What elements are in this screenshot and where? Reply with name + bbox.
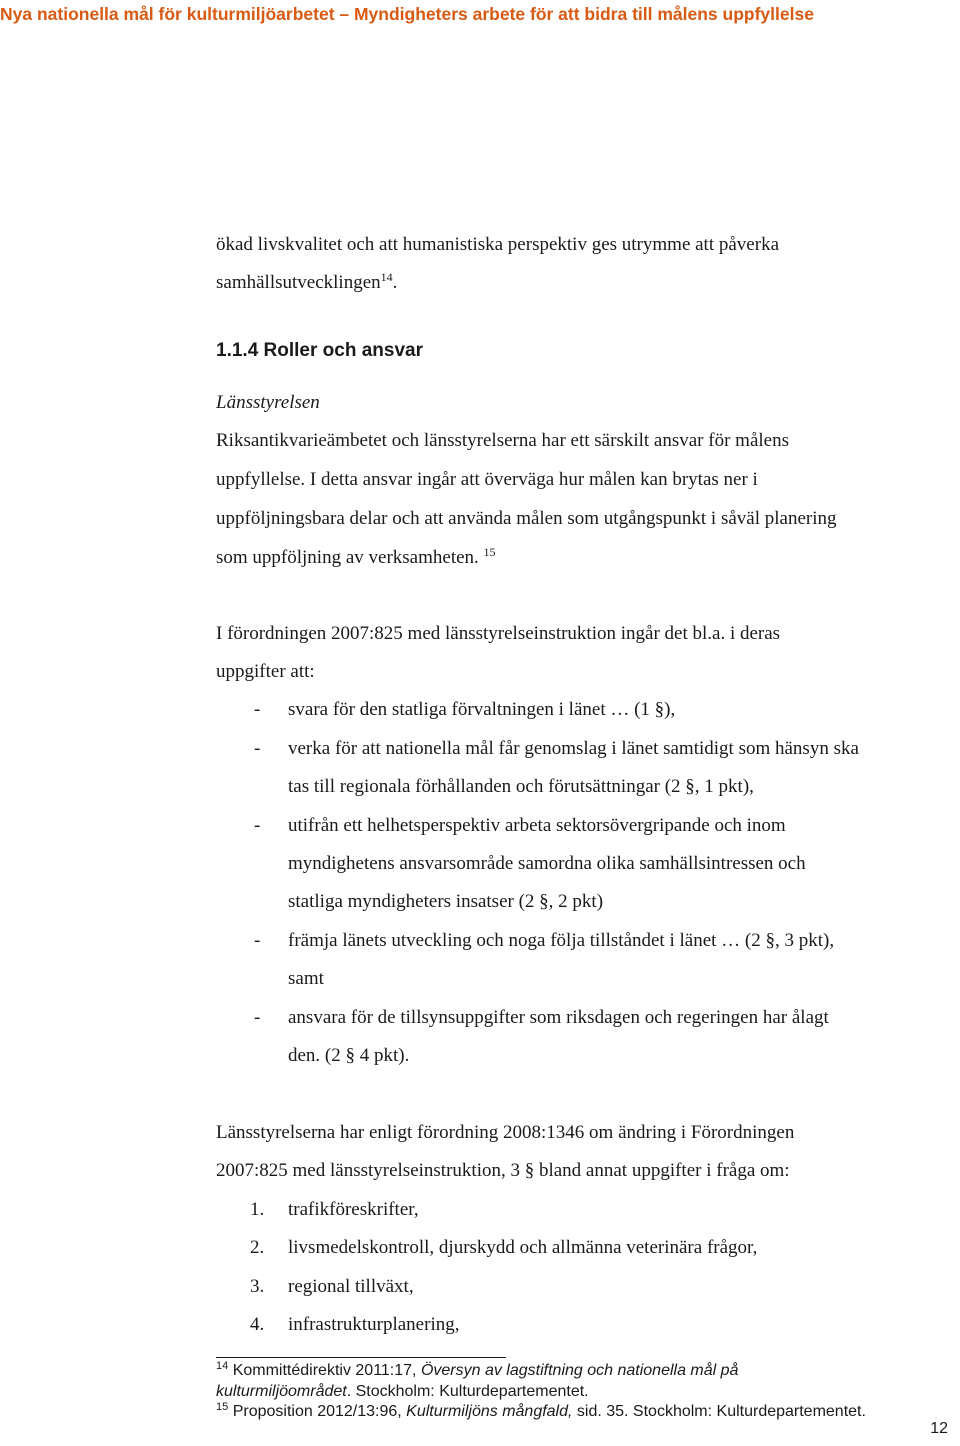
task-2-line-1: verka för att nationella mål får genomslag i länet samtidigt som hänsyn ska xyxy=(288,738,859,759)
intro-line-2-end: . xyxy=(392,272,398,293)
footnote-14-number: 14 xyxy=(216,1360,229,1372)
list-item-4-text: infrastrukturplanering, xyxy=(288,1314,460,1335)
task-4-dash: - xyxy=(254,930,261,951)
footnote-14-pre: Kommittédirektiv 2011:17, xyxy=(228,1362,421,1379)
paragraph1-line-4-text: som uppföljning av verksamheten. xyxy=(216,547,484,568)
footnote-15-pre: Proposition 2012/13:96, xyxy=(228,1403,407,1420)
footnote-14-post: . Stockholm: Kulturdepartementet. xyxy=(346,1383,589,1400)
footnote-ref-15[interactable]: 15 xyxy=(483,545,496,559)
section-subheading: Länsstyrelsen xyxy=(216,392,320,413)
footnote-15-post: sid. 35. Stockholm: Kulturdepartementet. xyxy=(572,1403,866,1420)
intro-line-2 xyxy=(216,272,397,294)
footnote-14-line-2 xyxy=(216,1383,589,1401)
task-3-dash: - xyxy=(254,815,261,836)
list-item-4-number: 4. xyxy=(250,1314,265,1335)
footnote-15 xyxy=(216,1403,866,1421)
paragraph2-line-2: uppgifter att: xyxy=(216,661,315,682)
task-3-line-1: utifrån ett helhetsperspektiv arbeta sektorsövergripande och inom xyxy=(288,815,786,836)
running-header: Nya nationella mål för kulturmiljöarbetet – Myndigheters arbete för att bidra till målens uppfyllelse xyxy=(0,4,814,24)
list-item-1-number: 1. xyxy=(250,1199,265,1220)
list-item-2-text: livsmedelskontroll, djurskydd och allmänna veterinära frågor, xyxy=(288,1237,758,1258)
footnote-15-number: 15 xyxy=(216,1401,229,1413)
intro-line-1: ökad livskvalitet och att humanistiska perspektiv ges utrymme att påverka xyxy=(216,234,779,255)
paragraph1-line-4 xyxy=(216,547,496,569)
task-3-line-3: statliga myndigheters insatser (2 §, 2 pkt) xyxy=(288,891,604,912)
paragraph2-line-1: I förordningen 2007:825 med länsstyrelseinstruktion ingår det bl.a. i deras xyxy=(216,623,781,644)
list-item-3-number: 3. xyxy=(250,1276,265,1297)
task-1-line-1: svara för den statliga förvaltningen i länet … (1 §), xyxy=(288,699,676,720)
footnote-ref-14[interactable]: 14 xyxy=(380,270,393,284)
task-5-line-1: ansvara för de tillsynsuppgifter som riksdagen och regeringen har ålagt xyxy=(288,1007,829,1028)
paragraph1-line-1: Riksantikvarieämbetet och länsstyrelserna har ett särskilt ansvar för målens xyxy=(216,430,789,451)
task-4-line-2: samt xyxy=(288,968,324,989)
task-3-line-2: myndighetens ansvarsområde samordna olika samhällsintressen och xyxy=(288,853,806,874)
page-number: 12 xyxy=(930,1420,948,1437)
paragraph3-line-2: 2007:825 med länsstyrelseinstruktion, 3 § bland annat uppgifter i fråga om: xyxy=(216,1160,790,1181)
footnote-separator xyxy=(216,1357,506,1358)
footnote-14-line-1 xyxy=(216,1362,738,1380)
list-item-1-text: trafikföreskrifter, xyxy=(288,1199,419,1220)
paragraph1-line-3: uppföljningsbara delar och att använda målen som utgångspunkt i såväl planering xyxy=(216,508,837,529)
intro-line-2-text: samhällsutvecklingen xyxy=(216,272,381,293)
footnote-14-title-part-2: kulturmiljöområdet xyxy=(216,1383,347,1400)
section-heading: 1.1.4 Roller och ansvar xyxy=(216,340,423,361)
list-item-3-text: regional tillväxt, xyxy=(288,1276,414,1297)
task-2-line-2: tas till regionala förhållanden och förutsättningar (2 §, 1 pkt), xyxy=(288,776,754,797)
task-4-line-1: främja länets utveckling och noga följa tillståndet i länet … (2 §, 3 pkt), xyxy=(288,930,835,951)
footnote-14-title-part-1: Översyn av lagstiftning och nationella mål på xyxy=(420,1362,739,1379)
footnote-15-title: Kulturmiljöns mångfald, xyxy=(406,1403,573,1420)
task-5-dash: - xyxy=(254,1007,261,1028)
task-1-dash: - xyxy=(254,699,261,720)
list-item-2-number: 2. xyxy=(250,1237,265,1258)
task-5-line-2: den. (2 § 4 pkt). xyxy=(288,1045,410,1066)
paragraph1-line-2: uppfyllelse. I detta ansvar ingår att överväga hur målen kan brytas ner i xyxy=(216,469,758,490)
task-2-dash: - xyxy=(254,738,261,759)
paragraph3-line-1: Länsstyrelserna har enligt förordning 2008:1346 om ändring i Förordningen xyxy=(216,1122,795,1143)
